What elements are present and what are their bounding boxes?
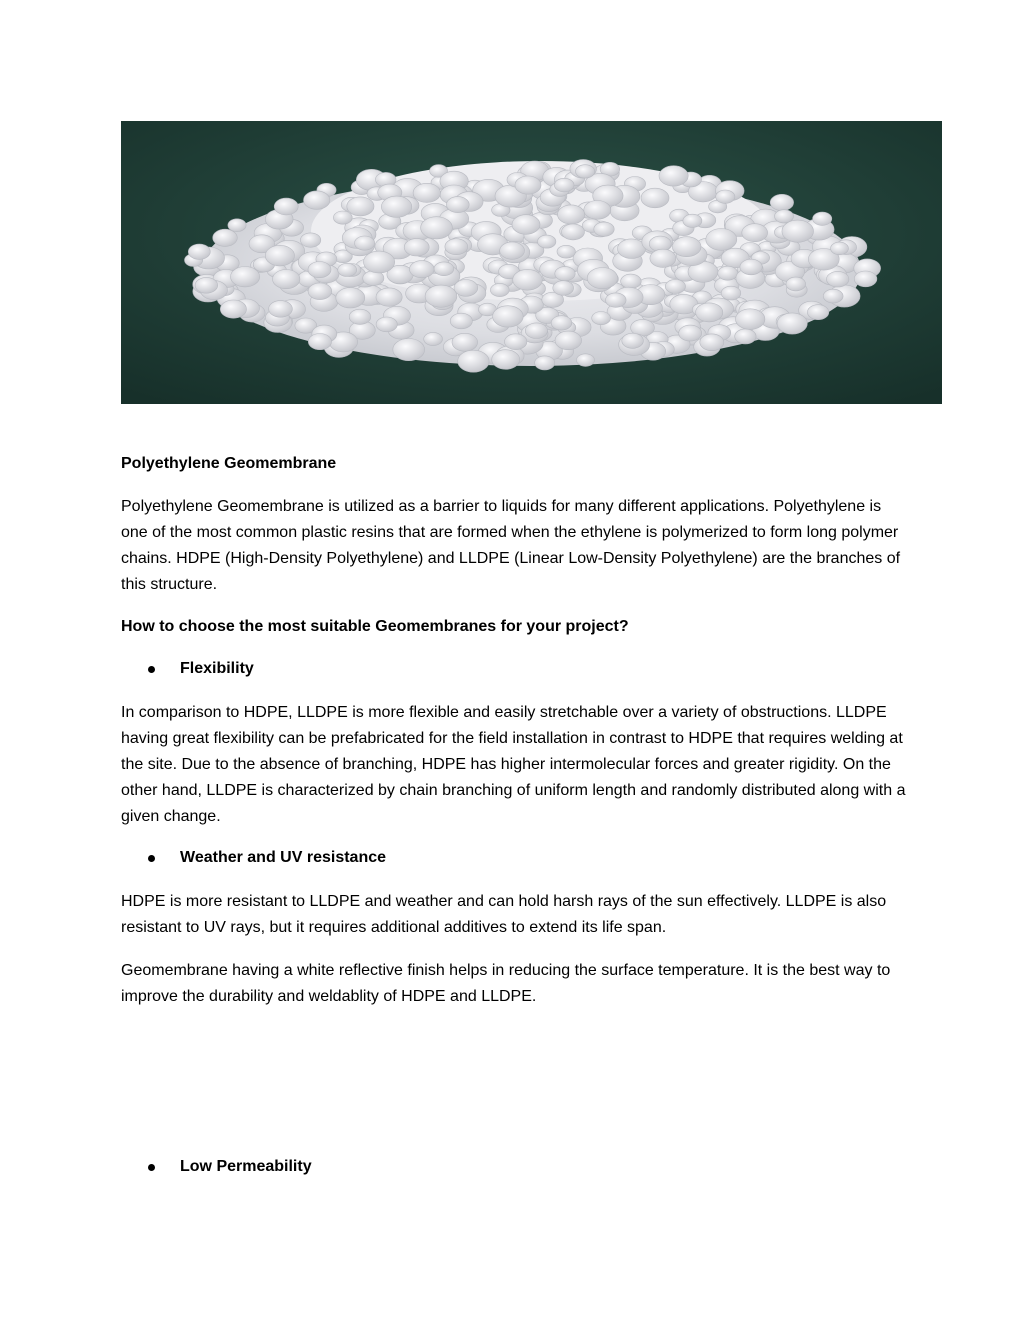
pellet <box>562 224 585 240</box>
bullet-icon <box>148 855 155 862</box>
pellet <box>347 197 374 216</box>
pellet <box>854 271 877 287</box>
bullet-label: Weather and UV resistance <box>180 849 387 866</box>
pellet <box>777 313 807 334</box>
pellet <box>558 205 585 224</box>
pellet <box>553 281 574 296</box>
pellet <box>188 244 210 259</box>
pellet <box>696 303 723 322</box>
pellet <box>535 356 555 370</box>
pellet <box>424 332 443 345</box>
pellet <box>706 229 737 251</box>
pellet <box>736 309 765 330</box>
pellet <box>515 176 541 194</box>
pellet <box>452 333 478 351</box>
pellet <box>700 334 724 351</box>
pellet <box>525 323 547 339</box>
pellet <box>650 249 676 267</box>
pellet <box>592 312 611 325</box>
pellet <box>807 305 828 320</box>
pellet <box>450 313 472 329</box>
pellet <box>621 274 642 288</box>
pellet <box>782 220 814 242</box>
pellet <box>665 279 685 293</box>
pellet <box>425 285 457 307</box>
bullet-low-permeability <box>148 1156 312 1178</box>
pellet <box>831 242 849 255</box>
section-question: How to choose the most suitable Geomembranes for your project? <box>121 618 629 635</box>
pellets-photo <box>121 121 942 404</box>
pellet <box>308 334 331 350</box>
pellet <box>446 197 469 213</box>
pellet <box>364 251 395 273</box>
pellet <box>434 262 454 276</box>
bullet-label: Flexibility <box>180 660 254 677</box>
pellet <box>606 293 627 307</box>
pellet <box>265 245 294 266</box>
pellet <box>587 268 617 289</box>
pellet <box>718 266 738 280</box>
flexibility-paragraph: In comparison to HDPE, LLDPE is more flexible and easily stretchable over a variety of obstructions. LLDPE having great flexibility can be prefabricated for the field installation in contrast to HDPE that requires welding at the site. Due to the absence of branching, HDPE has higher intermolecular forces and greater rigidity. On the other hand, LLDPE is characterized by chain branching of uniform length and randomly distributed along with a given change. <box>121 704 906 825</box>
pellet <box>381 196 411 217</box>
pellet <box>813 212 832 225</box>
pellet <box>195 277 218 293</box>
pellet <box>551 316 572 330</box>
pellet <box>716 190 735 203</box>
pellet <box>308 262 331 278</box>
pellet <box>490 283 509 296</box>
pellet <box>458 350 489 372</box>
page-title: Polyethylene Geomembrane <box>121 455 337 472</box>
bullet-flexibility <box>148 658 254 680</box>
pellet <box>376 317 397 332</box>
pellet <box>410 261 435 278</box>
pellet <box>228 219 246 232</box>
pellet <box>584 201 611 220</box>
pellet <box>683 214 702 227</box>
reflective-finish-paragraph: Geomembrane having a white reflective finish helps in reducing the surface temperature. It is the best way to improve the durability and weldablity of HDPE and LLDPE. <box>121 962 891 1005</box>
pellet <box>823 289 843 303</box>
pellets-image-icon <box>121 121 942 404</box>
pellet <box>454 280 478 297</box>
pellet <box>492 350 520 370</box>
pellet <box>740 259 762 275</box>
pellet <box>220 300 246 318</box>
pellet <box>742 224 768 242</box>
pellet <box>376 288 402 306</box>
pellet <box>538 235 556 248</box>
pellet <box>269 301 293 318</box>
pellet <box>721 286 741 300</box>
bullet-icon <box>148 1164 155 1171</box>
weather-paragraph: HDPE is more resistant to LLDPE and weather and can hold harsh rays of the sun effectively. LLDPE is also resistant to UV rays, but it requires additional additives to extend its life span. <box>121 893 887 936</box>
pellet <box>445 239 468 255</box>
pellet <box>513 269 543 290</box>
pellet <box>355 236 375 250</box>
pellet <box>213 229 238 246</box>
pellet <box>493 306 524 327</box>
pellet <box>641 188 669 208</box>
pellet <box>413 183 440 202</box>
pellet <box>554 178 574 192</box>
pellet <box>735 329 756 344</box>
pellet <box>770 194 793 210</box>
pellet <box>594 222 614 236</box>
pellet <box>421 217 453 239</box>
pellet <box>659 166 688 186</box>
pellet <box>557 245 575 258</box>
bullet-icon <box>148 666 155 673</box>
pellet <box>304 191 330 209</box>
pellet <box>273 270 300 289</box>
pellet <box>336 288 365 308</box>
pellet <box>555 267 575 281</box>
intro-paragraph: Polyethylene Geomembrane is utilized as a barrier to liquids for many different applications. Polyethylene is one of the most common plastic resins that are formed when the ethylene is polymerized to form long polymer chains. HDPE (High-Density Polyethylene) and LLDPE (Linear Low-Density Polyethylene) are the branches of this structure. <box>121 498 901 593</box>
pellet <box>349 309 371 324</box>
pellet <box>231 267 260 287</box>
pellet <box>338 263 357 276</box>
pellet <box>393 339 425 361</box>
pellet <box>505 334 527 350</box>
pellet <box>622 333 644 348</box>
pellet <box>500 242 525 259</box>
pellet <box>555 331 582 350</box>
pellet <box>577 354 595 367</box>
pellet <box>404 239 429 256</box>
pellet <box>576 165 595 178</box>
bullet-weather-uv <box>148 847 386 869</box>
pellet <box>786 277 806 291</box>
pellet <box>672 237 701 257</box>
pellet <box>618 239 646 259</box>
pellet <box>274 198 298 215</box>
pellet <box>512 215 540 235</box>
pellet <box>679 325 702 341</box>
pellet <box>827 271 849 287</box>
pellet <box>308 283 332 300</box>
bullet-label: Low Permeability <box>180 1158 312 1175</box>
pellet <box>333 211 352 224</box>
pellet <box>300 233 320 247</box>
